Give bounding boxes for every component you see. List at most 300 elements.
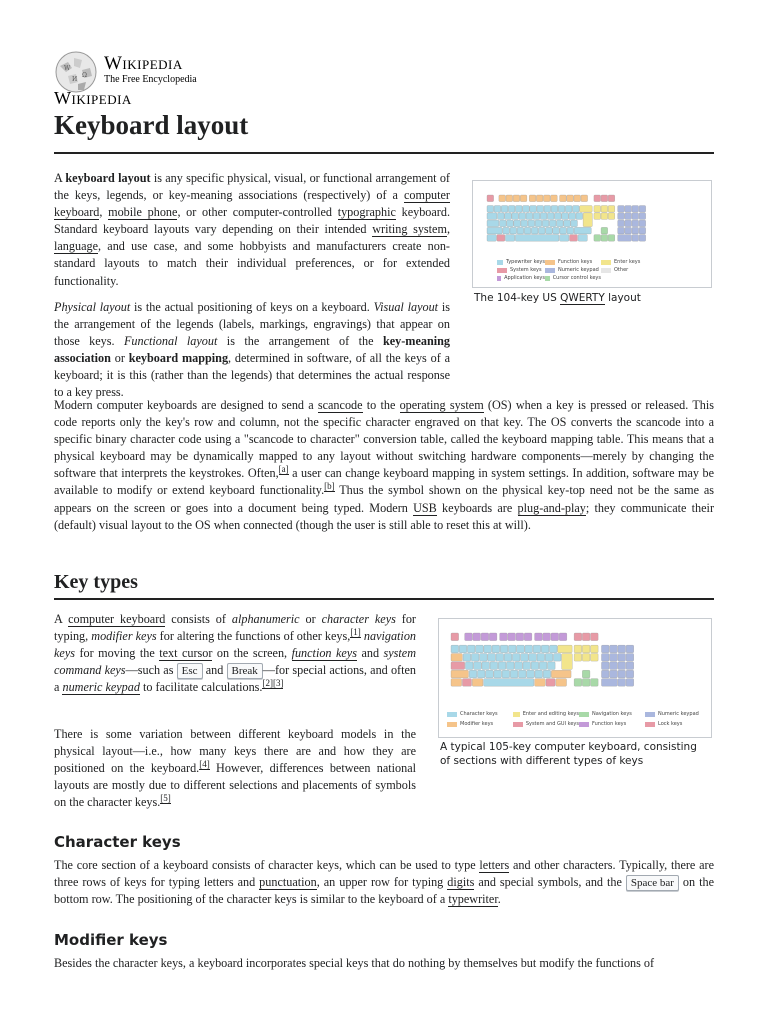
- key-shape: [549, 645, 557, 653]
- key-shape: [626, 662, 634, 670]
- link-scancode[interactable]: scancode: [317, 398, 363, 412]
- key-shape: [510, 227, 517, 234]
- modifier-keys-paragraph: Besides the character keys, a keyboard incorporates special keys that do nothing by themselves but modify the functions of: [54, 956, 655, 970]
- key-shape: [506, 662, 514, 670]
- key-shape: [542, 220, 549, 227]
- link-plug-and-play[interactable]: plug-and-play: [517, 500, 586, 515]
- note-a[interactable]: [a]: [278, 464, 289, 475]
- key-shape: [487, 195, 494, 202]
- page-title: Keyboard layout: [54, 110, 249, 140]
- key-shape: [570, 235, 578, 242]
- key-shape: [518, 670, 526, 678]
- key-shape: [618, 670, 626, 678]
- key-shape: [451, 679, 462, 687]
- key-shape: [516, 206, 523, 213]
- link-language[interactable]: language: [54, 239, 98, 254]
- legend-item: [601, 267, 645, 273]
- legend-swatch: [447, 712, 457, 717]
- link-usb[interactable]: USB: [413, 500, 437, 515]
- title-divider: [54, 152, 714, 154]
- key-shape: [544, 206, 551, 213]
- tagline: The Free Encyclopedia: [104, 74, 197, 85]
- key-shape: [451, 633, 459, 641]
- key-shape: [591, 645, 599, 653]
- key-shape: [553, 227, 560, 234]
- legend-swatch: [601, 268, 611, 273]
- key-shape: [540, 213, 547, 220]
- key-shape: [546, 227, 553, 234]
- key-shape: [507, 220, 514, 227]
- key-shape: [500, 220, 507, 227]
- key-shape: [486, 670, 494, 678]
- key-shape: [539, 662, 547, 670]
- key-shape: [567, 227, 574, 234]
- legend-item: [545, 275, 601, 281]
- key-shape: [505, 235, 514, 242]
- legend-item: [579, 711, 645, 717]
- key-shape: [510, 670, 518, 678]
- wordmark: Wikipedia: [104, 53, 183, 74]
- legend-item: [545, 267, 601, 273]
- key-shape: [490, 662, 498, 670]
- legend-label: Enter keys: [614, 259, 641, 265]
- key-shape: [618, 679, 626, 687]
- key-shape: [639, 213, 646, 220]
- key-types-paragraph-1: A computer keyboard consists of alphanumeric or character keys for typing, modifier keys for altering the functions of other keys,[1] navigation keys for moving the text cursor on the screen, function keys and system command keys—such as Esc and Break —for special actions, and often a numeric keypad to facilitate calculations.[2][3]: [54, 612, 417, 695]
- link-function-keys[interactable]: function keys: [291, 646, 357, 661]
- intro-paragraph-1: A keyboard layout is any specific physical, visual, or functional arrangement of the keys, legends, or key-meaning associations (respectively) of a computer keyboard, mobile phone, or other computer-controlled typographic keyboard. Standard keyboard layouts vary depending on their intended writing system, language, and use case, and some hobbyists and manufacturers create non-standard layouts to match their individual preferences, or for extended functionality.: [54, 171, 450, 288]
- key-shape: [626, 670, 634, 678]
- key-shape: [463, 654, 471, 662]
- key-shape: [594, 195, 601, 202]
- key-shape: [591, 654, 599, 662]
- key-shape: [497, 235, 505, 242]
- key-shape: [530, 206, 537, 213]
- key-shape: [632, 227, 639, 234]
- key-shape: [574, 679, 582, 687]
- key-shape: [535, 220, 542, 227]
- key-shape: [500, 633, 508, 641]
- key-shape: [601, 662, 609, 670]
- key-shape: [521, 220, 528, 227]
- key-shape: [601, 213, 608, 220]
- key-shape: [477, 670, 485, 678]
- link-digits[interactable]: digits: [447, 875, 475, 890]
- key-shape: [512, 213, 519, 220]
- key-shape: [639, 206, 646, 213]
- key-shape: [482, 662, 490, 670]
- legend-item: [497, 267, 545, 273]
- link-computer-keyboard[interactable]: computer keyboard: [54, 188, 450, 220]
- key-shape: [632, 235, 639, 242]
- key-shape: [481, 633, 489, 641]
- svg-text:W: W: [64, 65, 71, 72]
- key-shape: [531, 662, 539, 670]
- key-shape: [500, 645, 508, 653]
- key-shape: [513, 195, 520, 202]
- legend-label: Lock keys: [658, 721, 683, 727]
- key-shape: [499, 195, 506, 202]
- legend-label: Modifier keys: [460, 721, 494, 727]
- key-shape: [591, 679, 599, 687]
- intro-paragraph-3: Modern computer keyboards are designed to send a scancode to the operating system (OS) when a key is pressed or released. This code reports only the key's row and column, not the specific character engraved on that key. The OS converts the scancode into a specific binary character code using a "scancode to character" conversion table, called the keyboard mapping table. This means that a physical keyboard may be dynamically mapped to any layout without switching hardware components—merely by changing the software that interprets the keystrokes. Often,[a] a user can change keyboard mapping in system settings. In addition, software may be available to modify or extend keyboard functionality.[b] Thus the symbol shown on the physical key-top need not be the same as appears on the screen or goes into a document being typed. Modern USB keyboards are plug-and-play; they communicate their (default) visual layout to the OS when connected (though the user is still able to reset this at will).: [54, 398, 715, 532]
- key-shape: [626, 679, 634, 687]
- key-shape: [525, 645, 533, 653]
- key-shape: [487, 213, 497, 220]
- key-shape: [546, 679, 555, 687]
- legend-label: Numeric keypad: [658, 711, 699, 717]
- key-shape: [564, 220, 571, 227]
- key-esc: Esc: [177, 663, 203, 679]
- key-shape: [519, 213, 526, 220]
- key-shape: [527, 670, 535, 678]
- key-types-paragraph-2: There is some variation between different keyboard models in the physical layout—i.e., how many keys there are and how they are positioned on the keyboard.[4] However, differences between national layouts are mostly due to different selections and placements of symbols on the character keys.[5]: [54, 727, 417, 810]
- key-shape: [504, 654, 512, 662]
- key-shape: [574, 645, 582, 653]
- key-shape: [610, 662, 618, 670]
- svg-text:Ω: Ω: [82, 72, 87, 79]
- key-shape: [639, 235, 646, 242]
- ref-5[interactable]: [5]: [160, 793, 171, 804]
- key-shape: [578, 235, 587, 242]
- key-shape: [547, 213, 554, 220]
- key-shape: [594, 206, 601, 213]
- key-shape: [582, 633, 590, 641]
- key-shape: [558, 645, 572, 653]
- key-shape: [498, 662, 506, 670]
- key-shape: [521, 654, 529, 662]
- figure-105-key-keyboard[interactable]: [438, 618, 712, 738]
- key-shape: [551, 195, 558, 202]
- key-shape: [487, 227, 502, 234]
- key-shape: [472, 679, 483, 687]
- key-shape: [594, 213, 601, 220]
- legend-swatch: [545, 276, 550, 281]
- intro-paragraph-2: Physical layout is the actual positioning of keys on a keyboard. Visual layout is the arrangement of the legends (labels, markings, engravings) that appear on those keys. Functional layout is the arrangement of the key-meaning association or keyboard mapping, determined in software, of all the keys of a keyboard; it is this (rather than the legends) that determines the actual response to a key press.: [54, 300, 451, 400]
- key-shape: [625, 220, 632, 227]
- key-shape: [573, 206, 580, 213]
- key-shape: [508, 633, 516, 641]
- legend-item: [447, 711, 513, 717]
- key-shape: [560, 235, 569, 242]
- key-shape: [492, 645, 500, 653]
- key-shape: [618, 645, 626, 653]
- key-shape: [601, 679, 617, 687]
- legend-label: Application keys: [504, 275, 545, 281]
- key-shape: [618, 213, 625, 220]
- key-shape: [506, 195, 513, 202]
- legend-label: Function keys: [558, 259, 593, 265]
- key-shape: [601, 195, 608, 202]
- key-shape: [484, 679, 534, 687]
- key-shape: [618, 220, 625, 227]
- legend-swatch: [545, 260, 555, 265]
- key-shape: [520, 195, 527, 202]
- key-shape: [484, 645, 492, 653]
- key-shape: [591, 633, 599, 641]
- subsection-heading-modifier-keys: Modifier keys: [54, 931, 168, 949]
- key-shape: [632, 220, 639, 227]
- legend-swatch: [513, 722, 523, 727]
- ref-2-3[interactable]: [2][3]: [262, 678, 284, 689]
- key-shape: [543, 195, 550, 202]
- link-typewriter[interactable]: typewriter: [448, 892, 498, 907]
- legend-item: [497, 275, 545, 281]
- key-shape: [473, 633, 481, 641]
- keyboard-104-image: [473, 181, 711, 253]
- key-shape: [574, 195, 581, 202]
- key-shape: [498, 213, 505, 220]
- key-shape: [618, 227, 625, 234]
- key-shape: [508, 645, 516, 653]
- key-shape: [625, 213, 632, 220]
- legend-label: Cursor control keys: [552, 275, 601, 281]
- key-shape: [459, 645, 467, 653]
- key-shape: [582, 679, 590, 687]
- legend-item: [645, 721, 711, 727]
- link-numeric-keypad[interactable]: numeric keypad: [62, 680, 140, 695]
- key-shape: [551, 206, 558, 213]
- key-shape: [632, 213, 639, 220]
- legend-swatch: [497, 268, 507, 273]
- legend-label: System and GUI keys: [525, 721, 579, 727]
- legend-label: Function keys: [592, 721, 627, 727]
- key-shape: [574, 654, 582, 662]
- key-shape: [533, 645, 541, 653]
- legend-swatch: [645, 712, 655, 717]
- key-shape: [639, 227, 646, 234]
- key-shape: [528, 220, 535, 227]
- key-shape: [465, 633, 473, 641]
- key-shape: [608, 206, 615, 213]
- key-shape: [515, 662, 523, 670]
- legend-label: Other: [614, 267, 629, 273]
- key-shape: [601, 670, 609, 678]
- key-shape: [601, 235, 608, 242]
- legend-item: [645, 711, 711, 717]
- key-shape: [494, 206, 501, 213]
- key-shape: [496, 654, 504, 662]
- key-shape: [551, 670, 571, 678]
- figure1-caption: The 104-key US QWERTY layout: [474, 292, 641, 304]
- key-shape: [576, 213, 583, 220]
- key-shape: [639, 220, 646, 227]
- key-shape: [487, 235, 496, 242]
- ref-4[interactable]: [4]: [199, 759, 210, 770]
- link-computer-keyboard-2[interactable]: computer keyboard: [68, 612, 166, 626]
- key-shape: [505, 213, 512, 220]
- key-shape: [548, 662, 556, 670]
- key-shape: [467, 645, 475, 653]
- key-shape: [618, 206, 625, 213]
- key-shape: [517, 645, 525, 653]
- key-shape: [545, 654, 553, 662]
- key-shape: [558, 206, 565, 213]
- key-shape: [632, 206, 639, 213]
- key-shape: [601, 227, 608, 234]
- key-space-bar: Space bar: [626, 875, 679, 891]
- key-shape: [583, 213, 592, 227]
- key-shape: [494, 670, 502, 678]
- key-shape: [601, 654, 609, 662]
- legend-swatch: [579, 712, 589, 717]
- key-shape: [524, 633, 532, 641]
- key-shape: [451, 670, 468, 678]
- key-shape: [555, 213, 562, 220]
- character-keys-paragraph: The core section of a keyboard consists of character keys, which can be used to type letters and other characters. Typically, there are three rows of keys for typing letters and punctuation, an upper row for typing digits and special symbols, and the Space bar on the bottom row. The positioning of the character keys is similar to the keyboard of a typewriter.: [54, 858, 714, 907]
- legend-item: [579, 721, 645, 727]
- link-operating-system[interactable]: operating system: [399, 398, 484, 412]
- key-shape: [543, 670, 551, 678]
- key-shape: [574, 633, 582, 641]
- link-letters[interactable]: letters: [479, 858, 510, 872]
- key-shape: [501, 206, 508, 213]
- key-shape: [580, 206, 593, 213]
- key-shape: [560, 227, 567, 234]
- key-shape: [618, 235, 632, 242]
- key-shape: [488, 654, 496, 662]
- key-shape: [626, 654, 634, 662]
- figure2-legend: [447, 711, 711, 727]
- key-shape: [608, 235, 615, 242]
- legend-label: Numeric keypad: [558, 267, 599, 273]
- key-shape: [508, 206, 515, 213]
- key-shape: [601, 645, 609, 653]
- legend-swatch: [545, 268, 555, 273]
- key-shape: [502, 670, 510, 678]
- legend-label: Character keys: [460, 711, 498, 717]
- legend-swatch: [497, 260, 503, 265]
- key-shape: [582, 654, 590, 662]
- key-shape: [535, 633, 543, 641]
- key-shape: [582, 670, 590, 678]
- key-shape: [529, 654, 537, 662]
- ref-1[interactable]: [1]: [350, 627, 361, 638]
- key-shape: [553, 654, 561, 662]
- key-shape: [618, 662, 626, 670]
- section-heading-key-types: Key types: [54, 571, 138, 593]
- key-shape: [557, 220, 564, 227]
- subsection-heading-character-keys: Character keys: [54, 833, 181, 851]
- key-shape: [533, 213, 540, 220]
- legend-label: Enter and editing keys: [522, 711, 579, 717]
- legend-item: [497, 259, 545, 265]
- key-shape: [625, 206, 632, 213]
- link-punctuation[interactable]: punctuation: [259, 875, 317, 890]
- key-shape: [514, 220, 521, 227]
- key-shape: [474, 662, 482, 670]
- key-shape: [608, 195, 615, 202]
- figure-104-key-layout[interactable]: [472, 180, 712, 288]
- key-shape: [476, 645, 484, 653]
- key-shape: [516, 633, 524, 641]
- link-text-cursor[interactable]: text cursor: [159, 646, 213, 661]
- key-shape: [503, 227, 510, 234]
- link-qwerty[interactable]: QWERTY: [560, 292, 605, 304]
- legend-swatch: [513, 712, 520, 717]
- key-shape: [541, 645, 549, 653]
- section-divider: [54, 598, 714, 600]
- key-shape: [451, 662, 465, 670]
- key-shape: [535, 670, 543, 678]
- key-shape: [551, 633, 559, 641]
- legend-swatch: [447, 722, 457, 727]
- link-writing-system[interactable]: writing system: [372, 222, 447, 237]
- key-shape: [549, 220, 556, 227]
- key-shape: [471, 654, 479, 662]
- legend-swatch: [497, 276, 501, 281]
- key-shape: [526, 213, 533, 220]
- key-shape: [531, 227, 538, 234]
- key-shape: [610, 645, 618, 653]
- key-shape: [487, 220, 499, 227]
- legend-item: [447, 721, 513, 727]
- wordmark-secondary: Wikipedia: [54, 88, 132, 108]
- key-shape: [562, 654, 573, 670]
- note-b[interactable]: [b]: [324, 481, 335, 492]
- link-mobile-phone[interactable]: mobile phone: [108, 205, 178, 220]
- key-shape: [610, 654, 618, 662]
- key-shape: [608, 213, 615, 220]
- key-shape: [465, 662, 473, 670]
- key-shape: [451, 645, 459, 653]
- key-shape: [594, 235, 601, 242]
- legend-label: Typewriter keys: [505, 259, 545, 265]
- key-shape: [543, 633, 551, 641]
- key-shape: [523, 206, 530, 213]
- key-shape: [571, 220, 578, 227]
- legend-swatch: [601, 260, 611, 265]
- key-shape: [569, 213, 576, 220]
- legend-label: System keys: [510, 267, 542, 273]
- key-shape: [535, 679, 546, 687]
- key-shape: [469, 670, 477, 678]
- key-shape: [610, 670, 618, 678]
- key-shape: [538, 227, 545, 234]
- key-shape: [559, 633, 567, 641]
- legend-item: [513, 711, 579, 717]
- figure1-legend: [497, 259, 645, 281]
- key-shape: [556, 679, 567, 687]
- figure2-caption: A typical 105-key computer keyboard, consisting of sections with different types of keys: [440, 741, 697, 767]
- key-shape: [524, 227, 531, 234]
- key-shape: [451, 654, 462, 662]
- key-shape: [536, 195, 543, 202]
- key-shape: [562, 213, 569, 220]
- key-shape: [574, 227, 591, 234]
- legend-label: Navigation keys: [592, 711, 632, 717]
- key-shape: [537, 654, 545, 662]
- key-shape: [517, 227, 524, 234]
- keyboard-105-image: [439, 619, 711, 703]
- key-shape: [626, 645, 634, 653]
- key-shape: [567, 195, 574, 202]
- legend-swatch: [579, 722, 589, 727]
- key-shape: [537, 206, 544, 213]
- key-shape: [515, 235, 559, 242]
- key-shape: [523, 662, 531, 670]
- key-shape: [582, 645, 590, 653]
- key-break: Break: [227, 663, 263, 679]
- key-shape: [487, 206, 494, 213]
- legend-item: [513, 721, 579, 727]
- key-shape: [625, 227, 632, 234]
- key-shape: [565, 206, 572, 213]
- legend-item: [545, 259, 601, 265]
- link-typographic[interactable]: typographic: [337, 205, 396, 220]
- key-shape: [618, 654, 626, 662]
- legend-item: [601, 259, 645, 265]
